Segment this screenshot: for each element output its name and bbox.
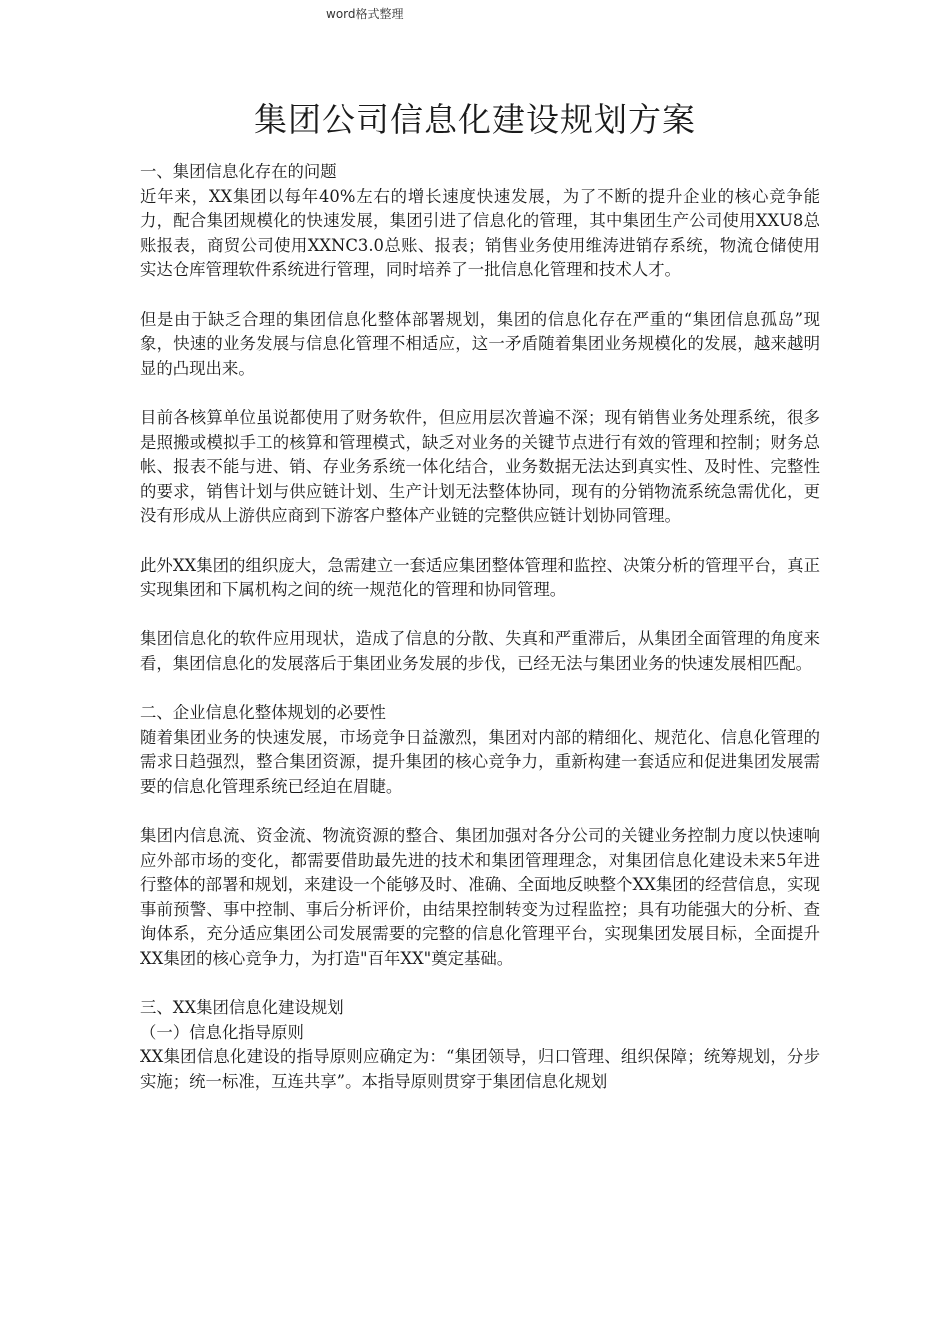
paragraph-spacer <box>140 799 820 824</box>
section-1-paragraph-1: 近年来，XX集团以每年40%左右的增长速度快速发展，为了不断的提升企业的核心竞争能力，配合集团规模化的快速发展，集团引进了信息化的管理，其中集团生产公司使用XXU8总账报表，商贸公司使用XXNC3.0总账、报表；销售业务使用维涛进销存系统，物流仓储使用实达仓库管理软件系统进行管理，同时培养了一批信息化管理和技术人才。 <box>140 186 820 280</box>
section-2-paragraph-2: 集团内信息流、资金流、物流资源的整合、集团加强对各分公司的关键业务控制力度以快速响应外部市场的变化，都需要借助最先进的技术和集团管理理念，对集团信息化建设未来5年进行整体的部署和规划，来建设一个能够及时、准确、全面地反映整个XX集团的经营信息，实现事前预警、事中控制、事后分析评价，由结果控制转变为过程监控；具有功能强大的分析、查询体系，充分适应集团公司发展需要的完整的信息化管理平台，实现集团发展目标，全面提升XX集团的核心竞争力，为打造"百年XX"奠定基础。 <box>140 826 820 968</box>
section-3-subheading: （一）信息化指导原则 <box>140 1022 304 1042</box>
section-2-paragraph-1: 随着集团业务的快速发展，市场竞争日益激烈，集团对内部的精细化、规范化、信息化管理的需求日趋强烈，整合集团资源，提升集团的核心竞争力，重新构建一套适应和促进集团发展需要的信息化管理系统已经迫在眉睫。 <box>140 727 820 796</box>
section-1-paragraph-2: 但是由于缺乏合理的集团信息化整体部署规划，集团的信息化存在严重的“集团信息孤岛”现象，快速的业务发展与信息化管理不相适应，这一矛盾随着集团业务规模化的发展，越来越明显的凸现出来。 <box>140 309 820 378</box>
paragraph-spacer <box>140 603 820 628</box>
paragraph-spacer <box>140 676 820 701</box>
document-body <box>140 160 820 1095</box>
section-2-heading: 二、企业信息化整体规划的必要性 <box>140 703 386 723</box>
section-1-paragraph-5: 集团信息化的软件应用现状，造成了信息的分散、失真和严重滞后，从集团全面管理的角度来看，集团信息化的发展落后于集团业务发展的步伐，已经无法与集团业务的快速发展相匹配。 <box>140 629 820 673</box>
section-1-heading: 一、集团信息化存在的问题 <box>140 162 337 181</box>
document-title: 集团公司信息化建设规划方案 <box>254 100 696 139</box>
paragraph-spacer <box>140 381 820 406</box>
section-3-paragraph-1: XX集团信息化建设的指导原则应确定为：“集团领导，归口管理、组织保障；统筹规划，分步实施；统一标准，互连共享”。本指导原则贯穿于集团信息化规划 <box>140 1047 820 1091</box>
paragraph-spacer <box>140 283 820 308</box>
paragraph-spacer <box>140 972 820 997</box>
section-1-paragraph-3: 目前各核算单位虽说都使用了财务软件，但应用层次普遍不深；现有销售业务处理系统，很多是照搬或模拟手工的核算和管理模式，缺乏对业务的关键节点进行有效的管理和控制；财务总帐、报表不能与进、销、存业务系统一体化结合，业务数据无法达到真实性、及时性、完整性的要求，销售计划与供应链计划、生产计划无法整体协同，现有的分销物流系统急需优化，更没有形成从上游供应商到下游客户整体产业链的完整供应链计划协同管理。 <box>140 407 820 526</box>
header-note: word格式整理 <box>326 7 404 21</box>
section-1-paragraph-4: 此外XX集团的组织庞大，急需建立一套适应集团整体管理和监控、决策分析的管理平台，真正实现集团和下属机构之间的统一规范化的管理和协同管理。 <box>140 555 820 600</box>
paragraph-spacer <box>140 529 820 554</box>
section-3-heading: 三、XX集团信息化建设规划 <box>140 998 344 1018</box>
